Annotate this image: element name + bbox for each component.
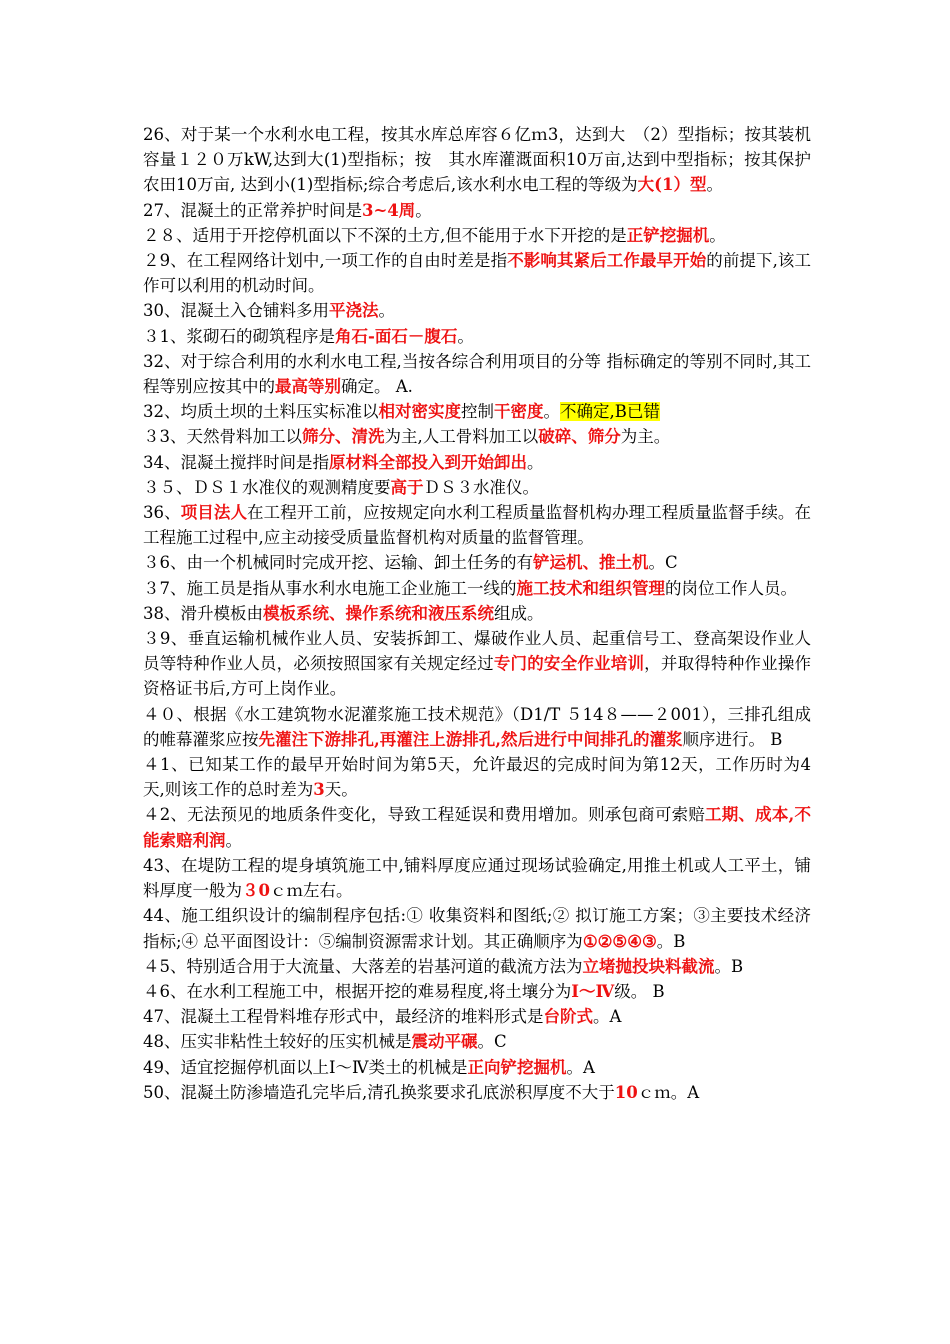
question-text: ３7、施工员是指从事水利水电施工企业施工一线的 — [143, 578, 517, 598]
question-text: 32、均质土坝的土料压实标准以 — [143, 402, 379, 422]
question-paragraph — [143, 702, 811, 752]
question-text: 32、对于综合利用的水利水电工程,当按各综合利用项目的分等 指标确定的等别不同时,其工程等别应按其中的 — [143, 351, 811, 397]
answer-text: 施工技术和组织管理 — [516, 578, 665, 598]
answer-text: 高于 — [390, 477, 424, 497]
question-paragraph — [143, 475, 811, 500]
question-paragraph — [143, 576, 811, 601]
question-text: 为主。 — [620, 427, 671, 447]
answer-text: 最高等别 — [275, 377, 341, 397]
question-text: 在工程开工前，应按规定向水利工程质量监督机构办理工程质量监督手续。在工程施工过程中,应主动接受质量监督机构对质量的监督管理。 — [143, 503, 812, 548]
question-text: 。 — [709, 225, 726, 245]
answer-text: 角石-面石－腹石 — [335, 326, 458, 346]
question-text: 38、滑升模板由 — [143, 603, 263, 623]
answer-text: 平浇法 — [329, 301, 379, 321]
question-paragraph — [143, 802, 811, 852]
question-text: ３1、浆砌石的砌筑程序是 — [143, 326, 335, 346]
answer-text: ①②⑤④③ — [582, 931, 657, 951]
question-paragraph — [143, 853, 811, 903]
answer-text: 破碎、筛分 — [538, 427, 621, 447]
answer-text: 大(1）型 — [637, 175, 707, 195]
question-text: 47、混凝土工程骨料堆存形式中，最经济的堆料形式是 — [143, 1007, 544, 1027]
question-text: 30、混凝土入仓铺料多用 — [143, 301, 329, 321]
question-paragraph — [143, 954, 811, 979]
answer-text: 先灌注下游排孔,再灌注上游排孔,然后进行中间排孔的灌浆 — [258, 729, 683, 749]
question-paragraph — [143, 223, 811, 248]
question-paragraph — [143, 248, 811, 298]
answer-text: 筛分、清洗 — [302, 427, 385, 447]
question-text: 确定。 A. — [341, 377, 413, 397]
highlighted-note: 不确定,B已错 — [560, 402, 660, 422]
question-text: 26、对于某一个水利水电工程，按其水库总库容６亿ｍ3，达到大 （2）型指标；按其装机容量１２０万kW,达到大(1)型指标；按 其水库灌溉面积10万亩,达到中型指标；按其保护农田10万亩, 达到小(1)型指标;综合考虑后,该水利水电工程的等级为 — [143, 125, 811, 195]
question-text: ２８、适用于开挖停机面以下不深的土方,但不能用于水下开挖的是 — [143, 225, 627, 245]
answer-text: Ⅰ～Ⅳ — [571, 981, 615, 1001]
question-text: 。B — [714, 956, 744, 976]
question-paragraph — [143, 979, 811, 1004]
question-paragraph — [143, 1029, 811, 1054]
answer-text: 不影响其紧后工作最早开始 — [507, 251, 707, 271]
question-paragraph — [143, 424, 811, 449]
question-paragraph — [143, 550, 811, 575]
answer-text: 项目法人 — [180, 503, 248, 523]
question-text: 36、 — [143, 503, 181, 523]
question-text: 的前提下,该工作可以利用的机动时间。 — [143, 251, 812, 296]
question-text: ３3、天然骨料加工以 — [143, 427, 302, 447]
question-paragraph — [143, 122, 811, 198]
question-text: 。C — [477, 1032, 507, 1052]
answer-text: 3 — [313, 780, 325, 800]
question-text: 。 — [225, 830, 242, 850]
question-text: 。 — [378, 301, 395, 321]
question-paragraph — [143, 626, 811, 702]
answer-text: 工期、成本,不能索赔利润 — [143, 805, 811, 850]
question-paragraph — [143, 601, 811, 626]
question-text: 的岗位工作人员。 — [665, 578, 797, 598]
question-text: 顺序进行。 B — [682, 729, 783, 749]
answer-text: 10 — [614, 1082, 638, 1102]
question-text: 50、混凝土防渗墙造孔完毕后,清孔换浆要求孔底淤积厚度不大于 — [143, 1082, 615, 1102]
question-paragraph — [143, 298, 811, 323]
question-text: 43、在堤防工程的堤身填筑施工中,铺料厚度应通过现场试验确定,用推土机或人工平土，铺料厚度一般为 — [143, 855, 811, 901]
question-paragraph — [143, 1004, 811, 1029]
question-text: 。 — [527, 452, 544, 472]
answer-text: 立堵抛投块料截流 — [582, 956, 715, 976]
question-text: ４０、根据《水工建筑物水泥灌浆施工技术规范》（D1/T ５14８——２001），三排孔组成的帷幕灌浆应按 — [143, 704, 811, 749]
answer-text: 震动平碾 — [411, 1032, 478, 1052]
question-text: ４1、已知某工作的最早开始时间为第5天，允许最迟的完成时间为第12天，工作历时为4天,则该工作的总时差为 — [143, 755, 811, 800]
answer-text: 铲运机、推土机 — [533, 553, 649, 573]
question-text: 27、混凝土的正常养护时间是 — [143, 200, 362, 220]
answer-text: 相对密实度 — [378, 402, 461, 422]
question-text: 。 — [706, 175, 723, 195]
question-text: 为主,人工骨料加工以 — [384, 427, 539, 447]
answer-text: 正向铲挖掘机 — [467, 1057, 567, 1077]
question-paragraph — [143, 324, 811, 349]
question-text: 。B — [656, 931, 686, 951]
answer-text: 原材料全部投入到开始卸出 — [329, 452, 527, 472]
question-text: 。 — [415, 200, 432, 220]
question-paragraph — [143, 399, 811, 424]
question-text: 。 — [543, 402, 560, 422]
question-text: ４5、特别适合用于大流量、大落差的岩基河道的截流方法为 — [143, 956, 583, 976]
question-text: ３５、ＤＳ１水准仪的观测精度要 — [143, 477, 391, 497]
question-text: 。A — [566, 1057, 595, 1077]
question-text: 34、混凝土搅拌时间是指 — [143, 452, 329, 472]
question-text: 组成。 — [494, 603, 544, 623]
answer-text: 3~4周 — [362, 200, 416, 220]
question-text: ４6、在水利工程施工中，根据开挖的难易程度,将土壤分为 — [143, 981, 572, 1001]
answer-text: 正铲挖掘机 — [626, 225, 710, 245]
question-paragraph — [143, 198, 811, 223]
question-paragraph — [143, 450, 811, 475]
question-text: 级。 B — [614, 981, 665, 1001]
question-text: 48、压实非粘性土较好的压实机械是 — [143, 1032, 412, 1052]
question-text: ＤＳ３水准仪。 — [423, 477, 539, 497]
question-text: 44、施工组织设计的编制程序包括:① 收集资料和图纸;② 拟订施工方案；③主要技术经济指标;④ 总平面图设计：⑤编制资源需求计划。其正确顺序为 — [143, 906, 811, 951]
answer-text: 台阶式 — [543, 1007, 593, 1027]
question-paragraph — [143, 903, 811, 953]
question-text: 。 — [457, 326, 474, 346]
question-paragraph — [143, 752, 811, 802]
question-text: ３9、垂直运输机械作业人员、安装拆卸工、爆破作业人员、起重信号工、登高架设作业人员等特种作业人员，必须按照国家有关规定经过 — [143, 629, 811, 674]
question-text: 49、适宜挖掘停机面以上Ⅰ～Ⅳ类土的机械是 — [143, 1057, 468, 1077]
answer-text: 专门的安全作业培训 — [493, 654, 645, 674]
question-paragraph — [143, 500, 811, 550]
question-paragraph — [143, 349, 811, 399]
question-text: 控制 — [461, 402, 494, 422]
question-text: 。C — [648, 553, 678, 573]
question-text: ，并取得特种作业操作资格证书后,方可上岗作业。 — [143, 654, 812, 699]
question-text: ２9、在工程网络计划中,一项工作的自由时差是指 — [143, 251, 508, 271]
answer-text: ３0 — [242, 881, 270, 901]
question-text: ｃｍ左右。 — [269, 881, 353, 901]
answer-text: 模板系统、操作系统和液压系统 — [263, 603, 494, 623]
question-paragraph — [143, 1080, 811, 1105]
question-paragraph — [143, 1055, 811, 1080]
question-text: ｃｍ。A — [637, 1082, 700, 1102]
document-page — [143, 122, 811, 1105]
question-text: 天。 — [324, 780, 358, 800]
question-text: ３6、由一个机械同时完成开挖、运输、卸土任务的有 — [143, 553, 533, 573]
question-text: ４2、无法预见的地质条件变化，导致工程延误和费用增加。则承包商可索赔 — [143, 805, 706, 825]
question-text: 。A — [593, 1007, 622, 1027]
answer-text: 干密度 — [494, 402, 544, 422]
